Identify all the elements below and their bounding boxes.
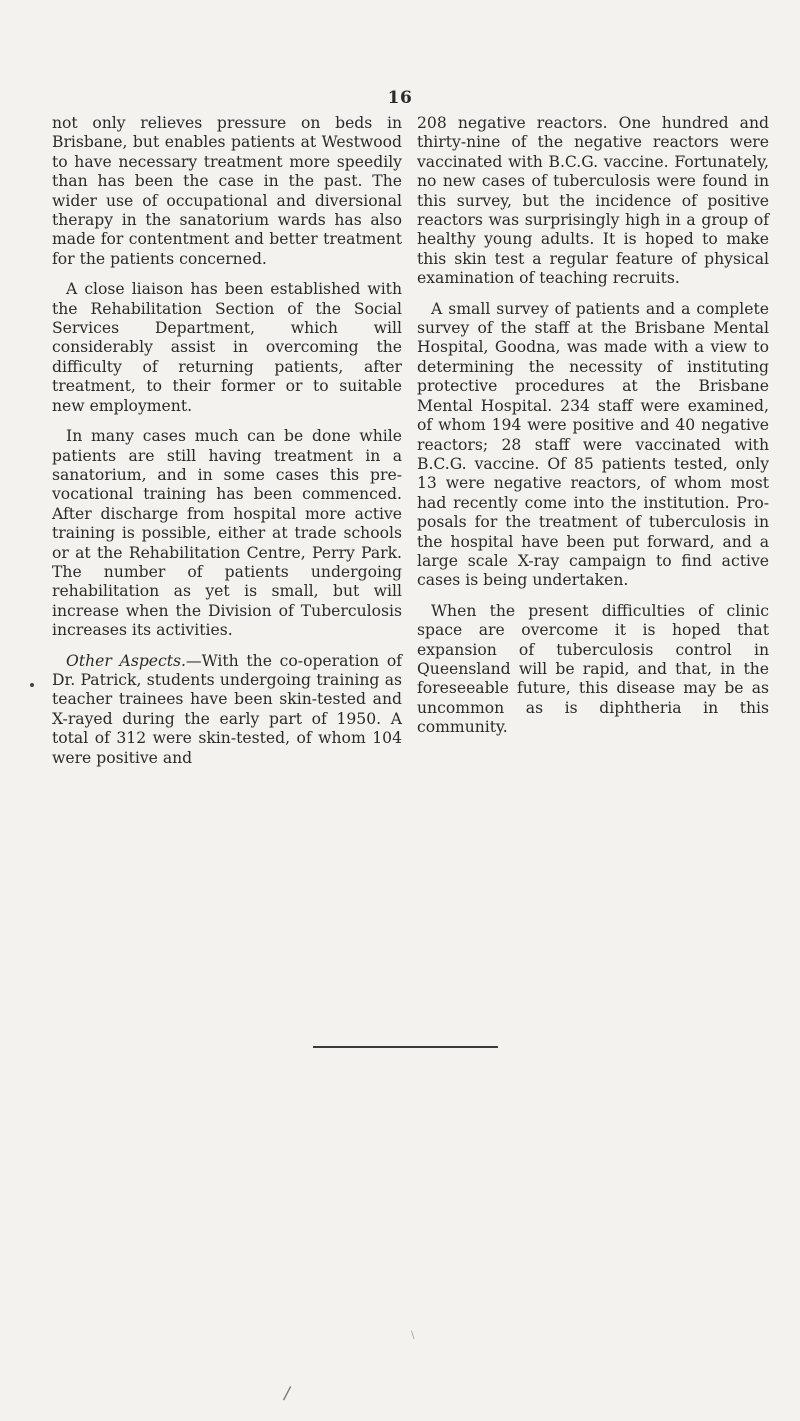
left-column xyxy=(52,114,402,779)
right-column xyxy=(417,114,769,749)
section-heading-other-aspects: Other Aspects. xyxy=(66,651,186,670)
paragraph-other-aspects xyxy=(52,652,402,768)
paragraph-negative-reactors: 208 negative reactors. One hundred and thirty-nine of the negative reactors were vaccinated with B.C.G. vaccine. Fortunately, no new cases of tuberculosis were found in this survey, but the incidence of positive reactors was surprisingly high in a group of healthy young adults. It is hoped to make this skin test a regular feature of physical examination of teaching recruits. xyxy=(417,114,769,288)
paragraph-rehabilitation-liaison: A close liaison has been established with the Rehabilitation Section of the Social Services Department, which will considerably assist in overcoming the difficulty of returning patients, after treatment, to their former or to suitable new employment. xyxy=(52,280,402,415)
page-number: 16 xyxy=(387,88,413,108)
margin-ink-dot xyxy=(30,683,34,687)
paper-speck-mark: \ xyxy=(411,1330,415,1341)
pencil-tick-mark: / xyxy=(282,1382,292,1405)
paragraph-other-aspects-body: —With the co-operation of Dr. Patrick, students undergoing training as teacher trainees have been skin-tested and X-rayed during the early part of 1950. A total of 312 were skin-tested, of whom 104 were positive and xyxy=(52,651,403,767)
paragraph-clinic-space: When the present difficulties of clinic space are overcome it is hoped that expansion of tuberculosis control in Queensland will be rapid, and that, in the foreseeable future, this disease may be as uncommon as is diphtheria in this community. xyxy=(417,601,769,737)
paragraph-beds-relief: not only relieves pressure on beds in Brisbane, but enables patients at Westwood to have necessary treatment more speedily than has been the case in the past. The wider use of occupational and diversional therapy in the sanatorium wards has also made for contentment and better treatment for the patients concerned. xyxy=(52,114,402,268)
paragraph-pre-vocational-training: In many cases much can be done while patients are still having treatment in a sanatorium, and in some cases this pre-vocational training has been commenced. After discharge from hospital more active training is possible, either at trade schools or at the Rehabilitation Centre, Perry Park. The number of patients undergoing rehabilitation as yet is small, but will increase when the Division of Tuberculosis increases its activities. xyxy=(52,427,402,640)
section-divider-rule xyxy=(313,1046,498,1048)
paragraph-mental-hospital-survey: A small survey of patients and a complete survey of the staff at the Brisbane Mental Hospital, Goodna, was made with a view to determining the necessity of instituting protective procedures at the Brisbane Mental Hospital. 234 staff were examined, of whom 194 were positive and 40 negative reactors; 28 staff were vaccinated with B.C.G. vaccine. Of 85 patients tested, only 13 were negative reactors, of whom most had recently come into the institution. Proposals for the treatment of tuberculosis in the hospital have been put forward, and a large scale X-ray campaign to find active cases is being undertaken. xyxy=(417,299,769,590)
